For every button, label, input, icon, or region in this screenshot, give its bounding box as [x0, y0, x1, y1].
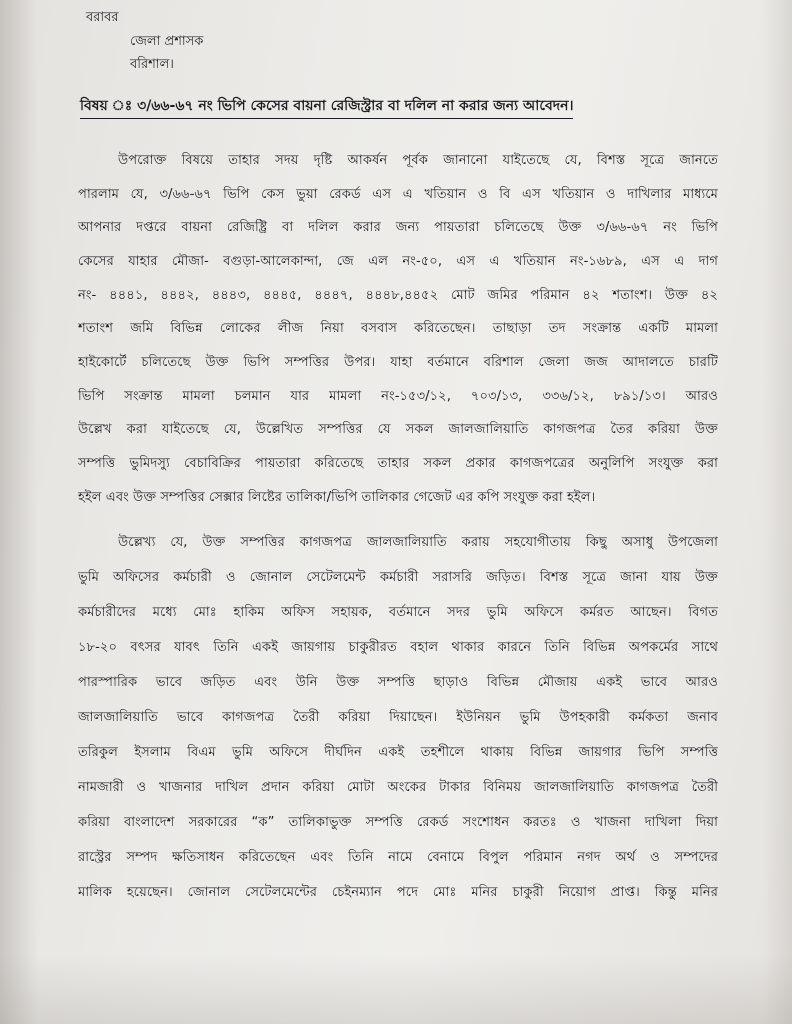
paragraph-2-line: রাস্ট্রের সম্পদ ক্ষতিসাধন করিতেছেন এবং তিনি নামে বেনামে বিপুল পরিমান নগদ অর্থ ও সম্পদের — [78, 850, 718, 865]
paragraph-1-line: শতাংশ জমি বিভিন্ন লোকের লীজ নিয়া বসবাস করিতেছেন। তাছাড়া তদ সংক্রান্ত একটি মামলা — [78, 321, 718, 336]
addressee-role: জেলা প্রশাসক — [130, 34, 204, 49]
paragraph-2-line: ভুমি অফিসের কর্মচারী ও জোনাল সেটেলমেন্ট কর্মচারী সরাসরি জড়িত। বিশস্ত সূত্রে জানা যায় উক্ত — [78, 570, 718, 585]
subject-line: বিষয় ঃ ৩/৬৬-৬৭ নং ভিপি কেসের বায়না রেজিস্ট্রার বা দলিল না করার জন্য আবেদন। — [80, 96, 573, 119]
paragraph-1-line: হইল এবং উক্ত সম্পত্তির সেক্সার লিষ্টের তালিকা/ভিপি তালিকার গেজেট এর কপি সংযুক্ত করা হইল। — [78, 490, 596, 505]
paragraph-2-line: জালজালিয়াতি ভাবে কাগজপত্র তৈরী করিয়া দিয়াছেন। ইউনিয়ন ভুমি উপহকারী কর্মকতা জনাব — [78, 710, 718, 725]
paragraph-1-line: সম্পত্তি ভুমিদস্যু বেচাবিক্রির পায়তারা করিতেছে তাহার সকল প্রকার কাগজপত্রের অনুলিপি সংযুক্ত করা — [78, 456, 718, 471]
paragraph-1-line: উল্লেখ করা যাইতেছে যে, উল্লেখিত সম্পত্তির যে সকল জালজালিয়াতি কাগজপত্র তৈর করিয়া উক্ত — [78, 422, 718, 437]
page-shadow-right — [762, 0, 792, 1024]
page-shadow-bottom — [0, 954, 792, 1024]
paragraph-1-line: ভিপি সংক্রান্ত মামলা চলমান যার মামলা নং-১৫৩/১২, ৭০৩/১৩, ৩৩৬/১২, ৮৯১/১৩। আরও — [78, 389, 718, 404]
paragraph-1-line: কেসের যাহার মৌজা- বগুড়া-আলেকান্দা, জে এল নং-৫০, এস এ খতিয়ান নং-১৬৮৯, এস এ দাগ — [78, 254, 718, 269]
paragraph-2-line: তরিকুল ইসলাম বিএম ভুমি অফিসে দীর্ঘদিন একই তহশীলে থাকায় বিভিন্ন জায়গার ভিপি সম্পত্তি — [78, 745, 718, 760]
paragraph-2-line: পারস্পারিক ভাবে জড়িত এবং উনি উক্ত সম্পত্তি ছাড়াও বিভিন্ন মৌজায় একই ভাবে আরও — [78, 675, 718, 690]
addressee-place: বরিশাল। — [130, 57, 174, 72]
paragraph-1-line: হাইকোর্টে চলিতেছে উক্ত ভিপি সম্পত্তির উপর। যাহা বর্তমানে বরিশাল জেলা জজ আদালতে চারটি — [78, 355, 718, 370]
paragraph-1-line: পারলাম যে, ৩/৬৬-৬৭ ভিপি কেস ভুয়া রেকর্ড এস এ খতিয়ান ও বি এস খতিয়ান ও দাখিলার মাধ্যমে — [78, 187, 718, 202]
paragraph-1-line: নং- ৪৪৪১, ৪৪৪২, ৪৪৪৩, ৪৪৪৫, ৪৪৪৭, ৪৪৪৮,৪৪৫২ মোট জমির পরিমান ৪২ শতাংশ। উক্ত ৪২ — [78, 288, 718, 303]
paragraph-2-line: মালিক হয়েছেন। জোনাল সেটেলমেন্টের চেইনম্যান পদে মোঃ মনির চাকুরী নিয়োগ প্রাপ্ত। কিন্তু মনির — [78, 885, 718, 900]
paragraph-1-line: উপরোক্ত বিষয়ে তাহার সদয় দৃষ্টি আকর্ষন পূর্বক জানানো যাইতেছে যে, বিশস্ত সূত্রে জানতে — [118, 153, 718, 168]
paragraph-1-line: আপনার দপ্তরে বায়না রেজিষ্ট্রি বা দলিল করার জন্য পায়তারা চলিতেছে উক্ত ৩/৬৬-৬৭ নং ভিপি — [78, 220, 718, 235]
paragraph-2-line: কর্মচারীদের মধ্যে মোঃ হাকিম অফিস সহায়ক, বর্তমানে সদর ভুমি অফিসে কর্মরত আছেন। বিগত — [78, 605, 718, 620]
paragraph-2-line: ১৮-২০ বৎসর যাবৎ তিনি একই জায়গায় চাকুরীরত বহাল থাকার কারনে তিনি বিভিন্ন অপকর্মের সাথে — [78, 640, 718, 655]
paragraph-2-line: করিয়া বাংলাদেশ সরকারের “ক” তালিকাভুক্ত সম্পত্তি রেকর্ড সংশোধন করতঃ ও খাজনা দাখিলা দিয়া — [78, 815, 718, 830]
addressee-salutation: বরাবর — [86, 10, 119, 25]
paragraph-2-line: উল্লেখ্য যে, উক্ত সম্পত্তির কাগজপত্র জালজালিয়াতি করায় সহযোগীতায় কিছু অসাধু উপজেলা — [118, 535, 718, 550]
page-shadow-left — [0, 0, 38, 1024]
paragraph-2-line: নামজারী ও খাজনার দাখিল প্রদান করিয়া মোটা অংকের টাকার বিনিময় জালজালিয়াতি কাগজপত্র তৈরী — [78, 780, 718, 795]
